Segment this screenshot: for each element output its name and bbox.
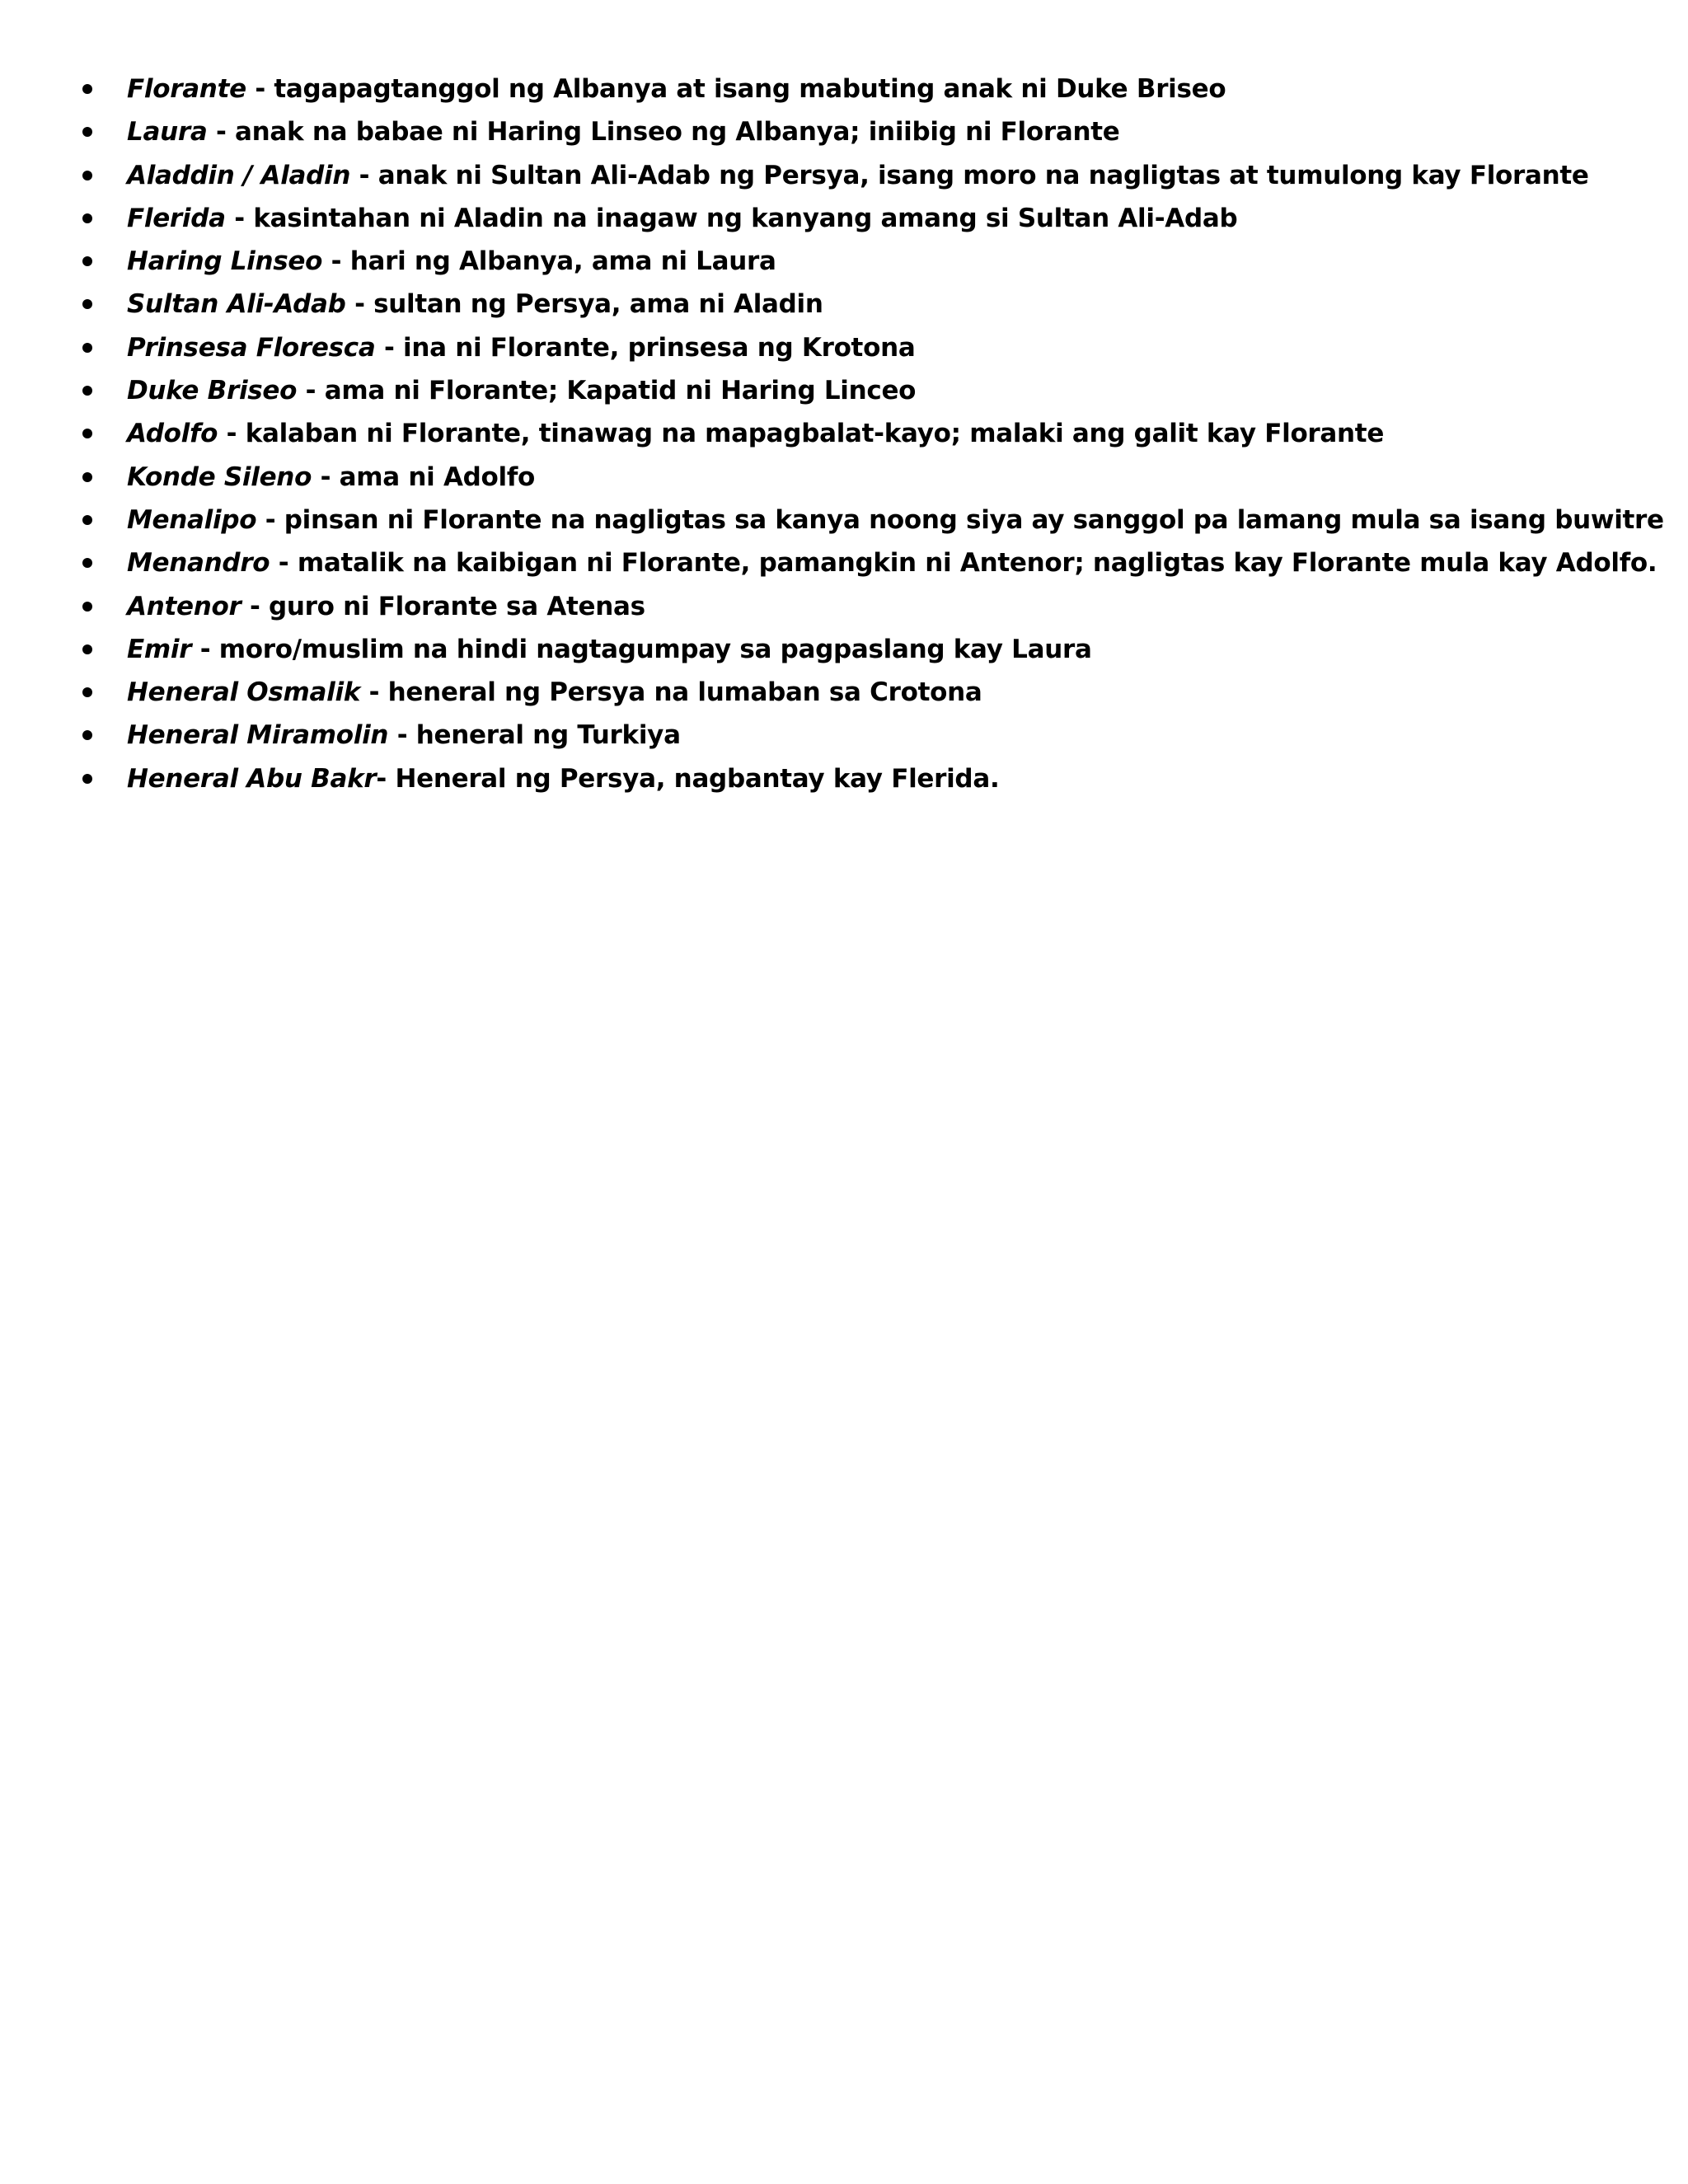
bullet-icon — [82, 730, 92, 740]
character-description: - hari ng Albanya, ama ni Laura — [322, 246, 776, 277]
list-item — [76, 628, 1642, 671]
bullet-icon — [82, 127, 92, 137]
character-description: - sultan ng Persya, ama ni Aladin — [345, 289, 823, 320]
character-description: - tagapagtanggol ng Albanya at isang mabuting anak ni Duke Briseo — [246, 74, 1226, 104]
bullet-icon — [82, 429, 92, 438]
list-item — [76, 714, 1642, 757]
list-item — [76, 240, 1642, 283]
bullet-icon — [82, 644, 92, 654]
character-description: - matalik na kaibigan ni Florante, pamangkin ni Antenor; nagligtas kay Florante mula kay Adolfo. — [270, 548, 1658, 579]
character-list — [76, 68, 1664, 800]
list-item — [76, 456, 1642, 499]
character-description: - heneral ng Turkiya — [388, 720, 681, 751]
bullet-icon — [82, 213, 92, 223]
list-item — [76, 412, 1642, 455]
character-name: Haring Linseo — [127, 246, 323, 277]
list-item — [76, 68, 1642, 110]
character-description: - ama ni Florante; Kapatid ni Haring Linceo — [297, 376, 917, 406]
character-name: Emir — [127, 634, 192, 664]
character-name: Menalipo — [127, 504, 257, 535]
list-item — [76, 585, 1642, 628]
list-item — [76, 671, 1642, 714]
character-description: - heneral ng Persya na lumaban sa Crotona — [360, 677, 982, 708]
character-name: Menandro — [127, 548, 270, 579]
bullet-icon — [82, 84, 92, 94]
character-name: Konde Sileno — [127, 462, 312, 492]
character-description: - ama ni Adolfo — [312, 462, 536, 492]
bullet-icon — [82, 515, 92, 525]
character-name: Flerida — [127, 203, 226, 233]
bullet-icon — [82, 299, 92, 309]
bullet-icon — [82, 602, 92, 612]
character-description: - kalaban ni Florante, tinawag na mapagbalat-kayo; malaki ang galit kay Florante — [218, 419, 1385, 449]
character-description: - kasintahan ni Aladin na inagaw ng kanyang amang si Sultan Ali-Adab — [225, 203, 1238, 233]
bullet-icon — [82, 687, 92, 697]
character-description: - anak ni Sultan Ali-Adab ng Persya, isang moro na nagligtas at tumulong kay Florante — [350, 160, 1589, 190]
list-item — [76, 283, 1642, 326]
list-item — [76, 499, 1664, 541]
character-description: - pinsan ni Florante na nagligtas sa kanya noong siya ay sanggol pa lamang mula sa isang buwitre — [256, 504, 1664, 535]
character-name: Duke Briseo — [127, 376, 298, 406]
character-name: Sultan Ali-Adab — [127, 289, 346, 320]
character-name: Heneral Abu Bakr — [127, 763, 377, 794]
list-item — [76, 326, 1642, 369]
list-item — [76, 757, 1642, 800]
list-item — [76, 541, 1658, 584]
bullet-icon — [82, 774, 92, 784]
character-name: Laura — [127, 117, 208, 148]
character-description: - guro ni Florante sa Atenas — [241, 591, 645, 621]
character-name: Adolfo — [127, 419, 218, 449]
character-description: - ina ni Florante, prinsesa ng Krotona — [375, 332, 916, 363]
character-name: Florante — [127, 74, 246, 104]
character-name: Prinsesa Floresca — [127, 332, 376, 363]
character-name: Heneral Osmalik — [127, 677, 361, 708]
list-item — [76, 154, 1642, 197]
character-description: - moro/muslim na hindi nagtagumpay sa pagpaslang kay Laura — [191, 634, 1092, 664]
list-item — [76, 110, 1642, 153]
character-name: Heneral Miramolin — [127, 720, 389, 751]
character-name: Antenor — [127, 591, 241, 621]
bullet-icon — [82, 558, 92, 568]
bullet-icon — [82, 171, 92, 180]
character-name: Aladdin / Aladin — [127, 160, 351, 190]
bullet-icon — [82, 256, 92, 266]
character-description: - Heneral ng Persya, nagbantay kay Flerida. — [376, 763, 1000, 794]
bullet-icon — [82, 343, 92, 353]
list-item — [76, 197, 1642, 240]
bullet-icon — [82, 386, 92, 396]
list-item — [76, 369, 1642, 412]
bullet-icon — [82, 472, 92, 482]
character-description: - anak na babae ni Haring Linseo ng Albanya; iniibig ni Florante — [207, 117, 1120, 148]
